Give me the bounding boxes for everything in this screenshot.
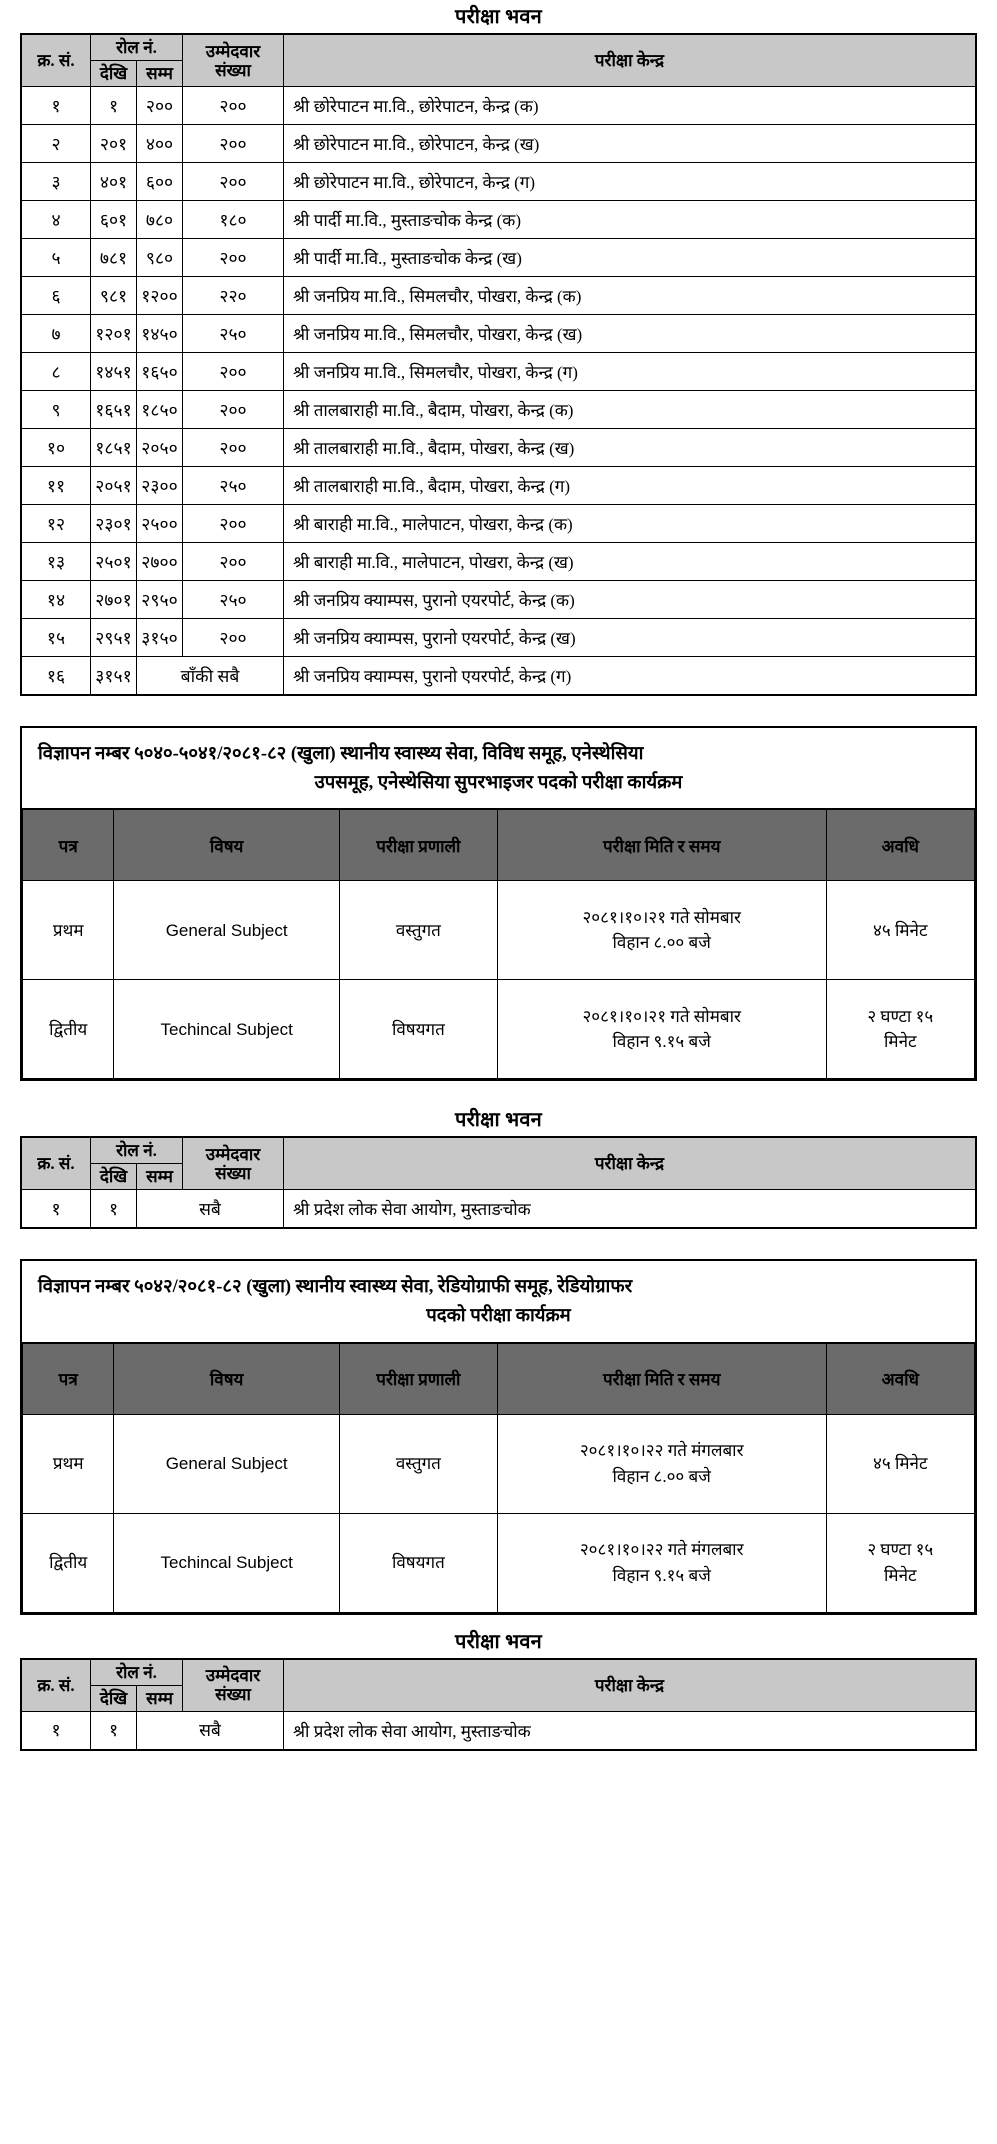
cell-sn: ८ — [21, 353, 91, 391]
cell-roll-from: १२०१ — [91, 315, 137, 353]
cell-venue: श्री छोरेपाटन मा.वि., छोरेपाटन, केन्द्र (क) — [284, 87, 977, 125]
col-candidate-count — [183, 34, 284, 87]
exam-schedule-table-4 — [22, 1342, 975, 1613]
table-row — [21, 315, 976, 353]
cell-sn: १ — [21, 1711, 91, 1750]
cell-datetime — [497, 881, 826, 980]
col-sn: क्र. सं. — [21, 1137, 91, 1190]
cell-subject: Techincal Subject — [114, 1513, 340, 1612]
spacer — [0, 1615, 997, 1625]
cell-count: २०० — [183, 87, 284, 125]
cell-roll-from: २९५१ — [91, 619, 137, 657]
cell-duration — [826, 1414, 974, 1513]
cell-roll-to: ४०० — [137, 125, 183, 163]
table-body — [23, 881, 975, 1079]
cell-roll-from: १ — [91, 1190, 137, 1229]
duration-line-2: मिनेट — [884, 1032, 917, 1052]
cell-sn: ३ — [21, 163, 91, 201]
table-body — [21, 1711, 976, 1750]
cell-roll-from: १६५१ — [91, 391, 137, 429]
table-row — [23, 881, 975, 980]
cell-venue: श्री प्रदेश लोक सेवा आयोग, मुस्ताङचोक — [284, 1190, 977, 1229]
cell-count: २०० — [183, 429, 284, 467]
cell-roll-from: ३१५१ — [91, 657, 137, 696]
cell-venue: श्री जनप्रिय क्याम्पस, पुरानो एयरपोर्ट, केन्द्र (क) — [284, 581, 977, 619]
cell-mode: वस्तुगत — [339, 1414, 497, 1513]
exam-time: विहान ८.०० बजे — [612, 933, 711, 953]
cell-roll-from: २०५१ — [91, 467, 137, 505]
col-venue: परीक्षा केन्द्र — [284, 1137, 977, 1190]
heading-line-1: विज्ञापन नम्बर ५०४०-५०४१/२०८१-८२ (खुला) स्थानीय स्वास्थ्य सेवा, विविध समूह, एनेस्थेसिया — [38, 744, 644, 765]
col-roll-to: सम्म — [137, 61, 183, 87]
exam-time: विहान ९.१५ बजे — [612, 1032, 711, 1052]
cell-venue: श्री जनप्रिय मा.वि., सिमलचौर, पोखरा, केन्द्र (ग) — [284, 353, 977, 391]
table-row — [21, 1711, 976, 1750]
cell-venue: श्री बाराही मा.वि., मालेपाटन, पोखरा, केन्द्र (ख) — [284, 543, 977, 581]
table-head — [21, 1659, 976, 1712]
duration-line-1: २ घण्टा १५ — [867, 1006, 934, 1026]
header-row — [23, 809, 975, 881]
page-title-3: परीक्षा भवन — [455, 1109, 542, 1132]
cell-count: २०० — [183, 125, 284, 163]
cell-roll-to: २०५० — [137, 429, 183, 467]
col-roll-from: देखि — [91, 1685, 137, 1711]
cell-datetime — [497, 1414, 826, 1513]
cell-roll-from: ७८१ — [91, 239, 137, 277]
page-title-5: परीक्षा भवन — [455, 1630, 542, 1653]
cell-count: २५० — [183, 581, 284, 619]
col-duration: अवधि — [826, 1343, 974, 1415]
table-head — [23, 809, 975, 881]
cell-duration — [826, 1513, 974, 1612]
exam-center-table-5 — [20, 1658, 977, 1751]
cell-venue: श्री छोरेपाटन मा.वि., छोरेपाटन, केन्द्र (ख) — [284, 125, 977, 163]
table-row — [21, 429, 976, 467]
section-2-schedule-block — [20, 726, 977, 1081]
table-head — [23, 1343, 975, 1415]
cell-sn: १६ — [21, 657, 91, 696]
page-title-1: परीक्षा भवन — [455, 6, 542, 28]
section-1 — [0, 0, 997, 696]
table-row — [21, 619, 976, 657]
col-roll-from: देखि — [91, 1164, 137, 1190]
table-row — [23, 980, 975, 1079]
count-line-1: उम्मेदवार — [205, 1144, 261, 1164]
duration-line-2: मिनेट — [884, 1565, 917, 1585]
col-candidate-count — [183, 1659, 284, 1712]
cell-roll-to: २७०० — [137, 543, 183, 581]
cell-venue: श्री छोरेपाटन मा.वि., छोरेपाटन, केन्द्र (ग) — [284, 163, 977, 201]
spacer — [0, 1229, 997, 1259]
cell-venue: श्री बाराही मा.वि., मालेपाटन, पोखरा, केन्द्र (क) — [284, 505, 977, 543]
col-roll-no: रोल नं. — [91, 1659, 183, 1686]
cell-subject: General Subject — [114, 881, 340, 980]
cell-sn: १३ — [21, 543, 91, 581]
cell-count: २०० — [183, 163, 284, 201]
cell-duration — [826, 881, 974, 980]
cell-sn: १५ — [21, 619, 91, 657]
col-duration: अवधि — [826, 809, 974, 881]
cell-subject: Techincal Subject — [114, 980, 340, 1079]
exam-date: २०८१।१०।२१ गते सोमबार — [582, 1006, 741, 1026]
duration-line-1: ४५ मिनेट — [873, 1454, 928, 1474]
spacer — [0, 1081, 997, 1103]
cell-roll-to: ६०० — [137, 163, 183, 201]
advertisement-heading-4 — [22, 1261, 975, 1341]
exam-schedule-table-2 — [22, 808, 975, 1079]
heading-line-2: पदको परीक्षा कार्यक्रम — [426, 1306, 571, 1327]
cell-roll-from: ४०१ — [91, 163, 137, 201]
header-row-top — [21, 1137, 976, 1164]
table-row — [21, 125, 976, 163]
section-5 — [0, 1625, 997, 1751]
cell-roll-from: २३०१ — [91, 505, 137, 543]
cell-roll-to: २९५० — [137, 581, 183, 619]
col-venue: परीक्षा केन्द्र — [284, 34, 977, 87]
cell-mode: वस्तुगत — [339, 881, 497, 980]
col-roll-to: सम्म — [137, 1164, 183, 1190]
col-roll-no: रोल नं. — [91, 34, 183, 61]
cell-count: २०० — [183, 543, 284, 581]
col-sn: क्र. सं. — [21, 34, 91, 87]
section-3 — [0, 1103, 997, 1229]
col-subject: विषय — [114, 1343, 340, 1415]
cell-sn: २ — [21, 125, 91, 163]
cell-roll-from: ९८१ — [91, 277, 137, 315]
cell-roll-from: १ — [91, 87, 137, 125]
cell-count: २०० — [183, 619, 284, 657]
col-mode: परीक्षा प्रणाली — [339, 1343, 497, 1415]
col-datetime: परीक्षा मिति र समय — [497, 1343, 826, 1415]
col-roll-no: रोल नं. — [91, 1137, 183, 1164]
cell-venue: श्री तालबाराही मा.वि., बैदाम, पोखरा, केन्द्र (ख) — [284, 429, 977, 467]
cell-roll-to: सबै — [137, 1711, 284, 1750]
heading-line-2: उपसमूह, एनेस्थेसिया सुपरभाइजर पदको परीक्षा कार्यक्रम — [314, 772, 683, 793]
cell-sn: ९ — [21, 391, 91, 429]
cell-roll-from: १ — [91, 1711, 137, 1750]
table-row — [21, 543, 976, 581]
cell-sn: १० — [21, 429, 91, 467]
table-row — [21, 87, 976, 125]
col-mode: परीक्षा प्रणाली — [339, 809, 497, 881]
cell-count: २०० — [183, 505, 284, 543]
table-row — [21, 277, 976, 315]
header-row-top — [21, 1659, 976, 1686]
cell-datetime — [497, 980, 826, 1079]
cell-roll-to: सबै — [137, 1190, 284, 1229]
cell-roll-to: १६५० — [137, 353, 183, 391]
cell-venue: श्री जनप्रिय क्याम्पस, पुरानो एयरपोर्ट, केन्द्र (ग) — [284, 657, 977, 696]
duration-line-1: २ घण्टा १५ — [867, 1540, 934, 1560]
col-roll-to: सम्म — [137, 1685, 183, 1711]
cell-venue: श्री जनप्रिय क्याम्पस, पुरानो एयरपोर्ट, केन्द्र (ख) — [284, 619, 977, 657]
cell-roll-to: २३०० — [137, 467, 183, 505]
cell-subject: General Subject — [114, 1414, 340, 1513]
cell-datetime — [497, 1513, 826, 1612]
cell-count: २०० — [183, 391, 284, 429]
cell-sn: ११ — [21, 467, 91, 505]
cell-venue: श्री जनप्रिय मा.वि., सिमलचौर, पोखरा, केन्द्र (ख) — [284, 315, 977, 353]
table-head — [21, 34, 976, 87]
cell-venue: श्री प्रदेश लोक सेवा आयोग, मुस्ताङचोक — [284, 1711, 977, 1750]
table-row — [21, 391, 976, 429]
cell-count: १८० — [183, 201, 284, 239]
cell-roll-from: २७०१ — [91, 581, 137, 619]
col-paper: पत्र — [23, 1343, 114, 1415]
cell-sn: १२ — [21, 505, 91, 543]
cell-paper: द्वितीय — [23, 980, 114, 1079]
cell-roll-from: २०१ — [91, 125, 137, 163]
exam-center-table-3 — [20, 1136, 977, 1229]
cell-venue: श्री तालबाराही मा.वि., बैदाम, पोखरा, केन्द्र (क) — [284, 391, 977, 429]
cell-roll-to: १८५० — [137, 391, 183, 429]
cell-roll-to: १२०० — [137, 277, 183, 315]
cell-roll-to: ९८० — [137, 239, 183, 277]
header-row-top — [21, 34, 976, 61]
table-row — [21, 239, 976, 277]
cell-roll-from: ६०१ — [91, 201, 137, 239]
table-row — [21, 657, 976, 696]
table-body — [23, 1414, 975, 1612]
cell-count: २०० — [183, 239, 284, 277]
exam-date: २०८१।१०।२१ गते सोमबार — [582, 907, 741, 927]
table-row — [23, 1414, 975, 1513]
col-subject: विषय — [114, 809, 340, 881]
cell-roll-to: बाँकी सबै — [137, 657, 284, 696]
section-4-schedule-block — [20, 1259, 977, 1614]
table-row — [21, 353, 976, 391]
cell-mode: विषयगत — [339, 1513, 497, 1612]
cell-count: २५० — [183, 467, 284, 505]
count-line-2: संख्या — [215, 60, 251, 80]
cell-duration — [826, 980, 974, 1079]
cell-paper: द्वितीय — [23, 1513, 114, 1612]
cell-roll-to: ३१५० — [137, 619, 183, 657]
cell-venue: श्री तालबाराही मा.वि., बैदाम, पोखरा, केन्द्र (ग) — [284, 467, 977, 505]
cell-venue: श्री पार्दी मा.वि., मुस्ताङचोक केन्द्र (ख) — [284, 239, 977, 277]
cell-sn: ६ — [21, 277, 91, 315]
count-line-2: संख्या — [215, 1685, 251, 1705]
exam-time: विहान ८.०० बजे — [612, 1466, 711, 1486]
table-row — [23, 1513, 975, 1612]
cell-sn: ४ — [21, 201, 91, 239]
exam-date: २०८१।१०।२२ गते मंगलबार — [579, 1540, 744, 1560]
cell-paper: प्रथम — [23, 1414, 114, 1513]
exam-date: २०८१।१०।२२ गते मंगलबार — [579, 1441, 744, 1461]
table-row — [21, 201, 976, 239]
cell-roll-to: १४५० — [137, 315, 183, 353]
cell-sn: ५ — [21, 239, 91, 277]
heading-line-1: विज्ञापन नम्बर ५०४२/२०८१-८२ (खुला) स्थानीय स्वास्थ्य सेवा, रेडियोग्राफी समूह, रेडियोग्राफर — [38, 1277, 633, 1298]
table-row — [21, 1190, 976, 1229]
cell-count: २२० — [183, 277, 284, 315]
table-row — [21, 581, 976, 619]
header-row — [23, 1343, 975, 1415]
cell-venue: श्री जनप्रिय मा.वि., सिमलचौर, पोखरा, केन्द्र (क) — [284, 277, 977, 315]
cell-sn: १ — [21, 1190, 91, 1229]
cell-roll-to: २५०० — [137, 505, 183, 543]
col-sn: क्र. सं. — [21, 1659, 91, 1712]
col-roll-from: देखि — [91, 61, 137, 87]
table-row — [21, 163, 976, 201]
cell-sn: १ — [21, 87, 91, 125]
duration-line-1: ४५ मिनेट — [873, 920, 928, 940]
col-candidate-count — [183, 1137, 284, 1190]
table-row — [21, 467, 976, 505]
cell-venue: श्री पार्दी मा.वि., मुस्ताङचोक केन्द्र (क) — [284, 201, 977, 239]
advertisement-heading-2 — [22, 728, 975, 808]
col-datetime: परीक्षा मिति र समय — [497, 809, 826, 881]
col-venue: परीक्षा केन्द्र — [284, 1659, 977, 1712]
exam-time: विहान ९.१५ बजे — [612, 1565, 711, 1585]
cell-roll-from: १४५१ — [91, 353, 137, 391]
table-body — [21, 87, 976, 696]
col-paper: पत्र — [23, 809, 114, 881]
cell-sn: ७ — [21, 315, 91, 353]
cell-roll-from: १८५१ — [91, 429, 137, 467]
cell-roll-to: २०० — [137, 87, 183, 125]
cell-paper: प्रथम — [23, 881, 114, 980]
table-body — [21, 1190, 976, 1229]
count-line-1: उम्मेदवार — [205, 1666, 261, 1686]
table-row — [21, 505, 976, 543]
cell-roll-to: ७८० — [137, 201, 183, 239]
count-line-1: उम्मेदवार — [205, 41, 261, 61]
cell-sn: १४ — [21, 581, 91, 619]
cell-roll-from: २५०१ — [91, 543, 137, 581]
exam-center-table-1 — [20, 33, 977, 696]
count-line-2: संख्या — [215, 1163, 251, 1183]
cell-mode: विषयगत — [339, 980, 497, 1079]
spacer — [0, 696, 997, 726]
cell-count: २५० — [183, 315, 284, 353]
table-head — [21, 1137, 976, 1190]
cell-count: २०० — [183, 353, 284, 391]
